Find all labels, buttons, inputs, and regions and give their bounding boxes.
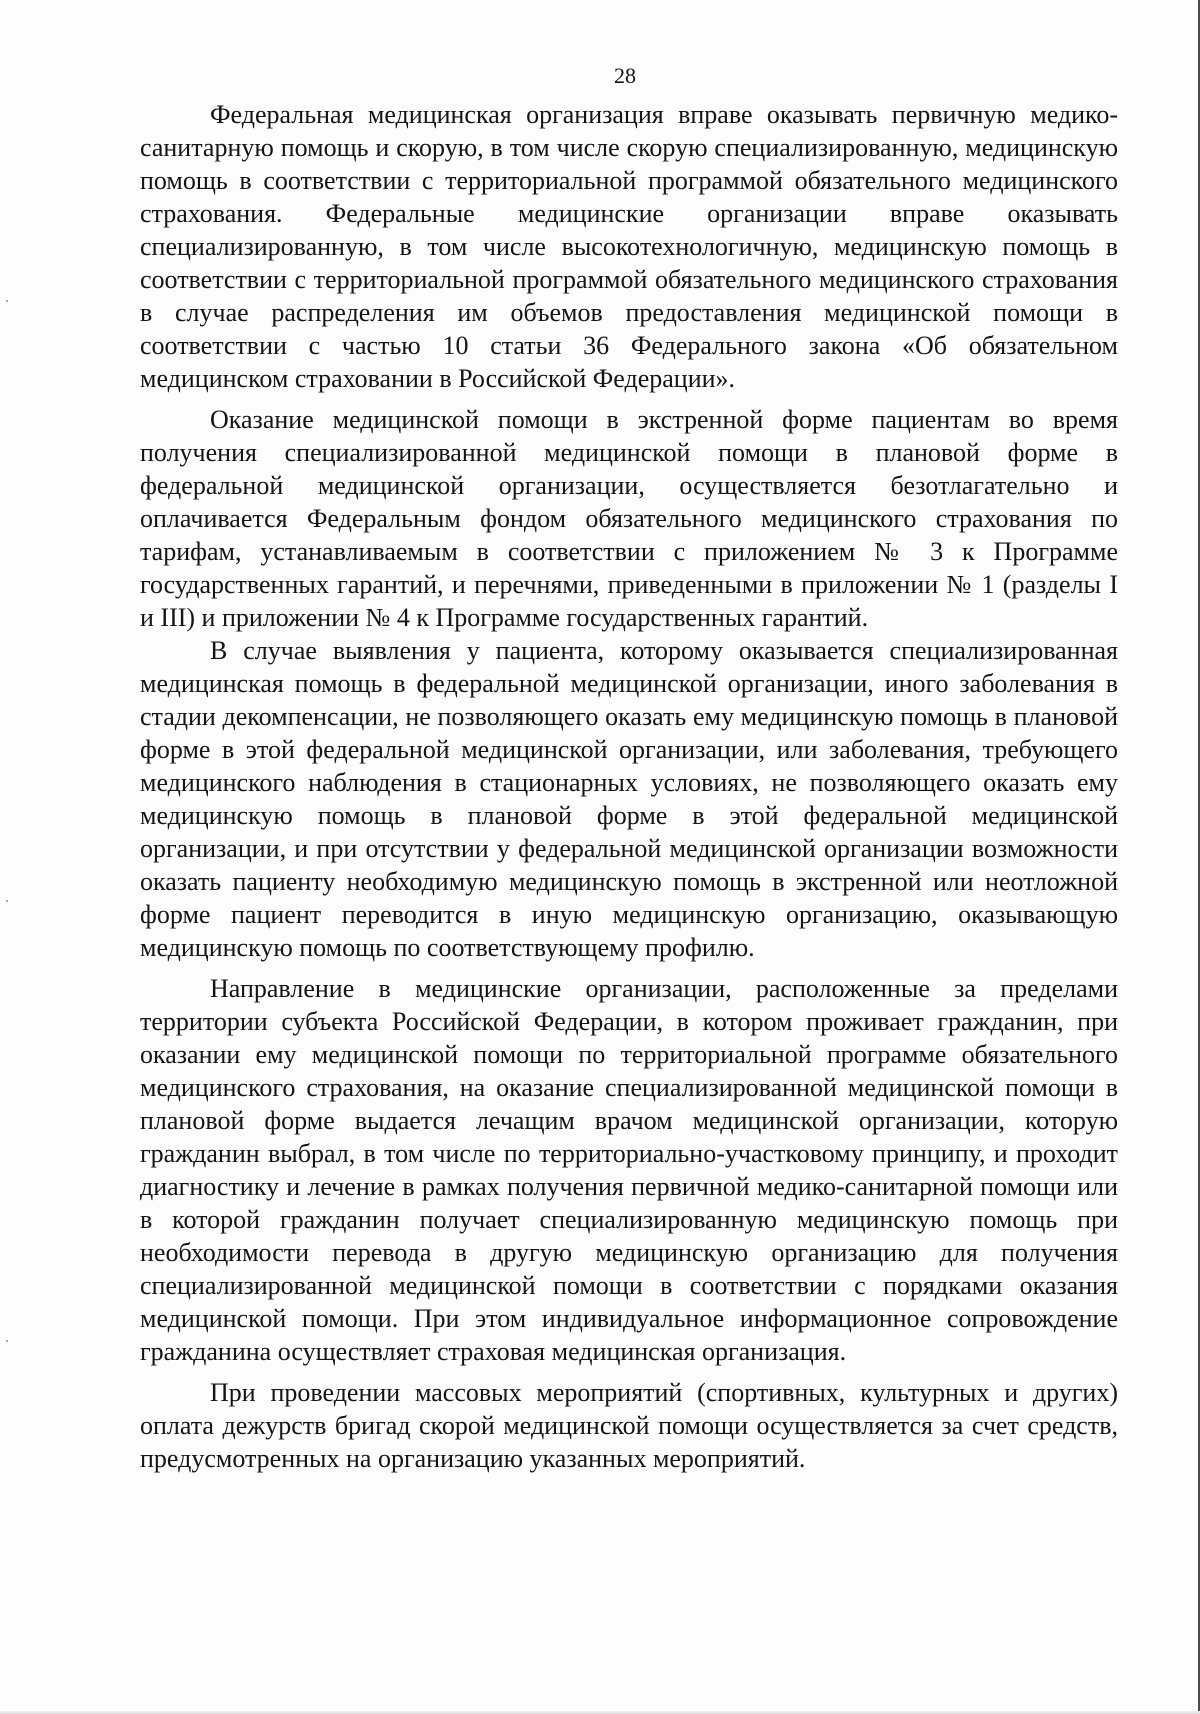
document-body [140, 98, 1118, 1475]
paragraph-federal-organizations: Федеральная медицинская организация вправе оказывать первичную медико-санитарную помощь и скорую, в том числе скорую специализированную, медицинскую помощь в соответствии с территориальной программой обязательного медицинского страхования. Федеральные медицинские организации вправе оказывать специализированную, в том числе высокотехнологичную, медицинскую помощь в соответствии с территориальной программой обязательного медицинского страхования в случае распределения им объемов предоставления медицинской помощи в соответствии с частью 10 статьи 36 Федерального закона «Об обязательном медицинском страховании в Российской Федерации». [140, 100, 1118, 393]
paragraph-mass-events: При проведении массовых мероприятий (спортивных, культурных и других) оплата дежурств бригад скорой медицинской помощи осуществляется за счет средств, предусмотренных на организацию указанных мероприятий. [140, 1378, 1118, 1473]
scan-speck [6, 300, 8, 302]
paragraph-emergency-care: Оказание медицинской помощи в экстренной форме пациентам во время получения специализированной медицинской помощи в плановой форме в федеральной медицинской организации, осуществляется безотлагательно и оплачивается Федеральным фондом обязательного медицинского страхования по тарифам, устанавливаемым в соответствии с приложением № 3 к Программе государственных гарантий, и перечнями, приведенными в приложении № 1 (разделы I и III) и приложении № 4 к Программе государственных гарантий. [140, 405, 1118, 632]
paragraph-patient-transfer: В случае выявления у пациента, которому оказывается специализированная медицинская помощь в федеральной медицинской организации, иного заболевания в стадии декомпенсации, не позволяющего оказать ему медицинскую помощь в плановой форме в этой федеральной медицинской организации, или заболевания, требующего медицинского наблюдения в стационарных условиях, не позволяющего оказать ему медицинскую помощь в плановой форме в этой федеральной медицинской организации, и при отсутствии у федеральной медицинской организации возможности оказать пациенту необходимую медицинскую помощь в экстренной или неотложной форме пациент переводится в иную медицинскую организацию, оказывающую медицинскую помощь по соответствующему профилю. [140, 636, 1118, 962]
paragraph-referral: Направление в медицинские организации, расположенные за пределами территории субъекта Российской Федерации, в котором проживает гражданин, при оказании ему медицинской помощи по территориальной программе обязательного медицинского страхования, на оказание специализированной медицинской помощи в плановой форме выдается лечащим врачом медицинской организации, которую гражданин выбрал, в том числе по территориально-участковому принципу, и проходит диагностику и лечение в рамках получения первичной медико-санитарной помощи или в которой гражданин получает специализированную медицинскую помощь при необходимости перевода в другую медицинскую организацию для получения специализированной медицинской помощи в соответствии с порядками оказания медицинской помощи. При этом индивидуальное информационное сопровождение гражданина осуществляет страховая медицинская организация. [140, 974, 1118, 1366]
scan-speck [6, 1340, 8, 1342]
scan-speck [6, 900, 8, 902]
page-number: 28 [614, 63, 636, 88]
